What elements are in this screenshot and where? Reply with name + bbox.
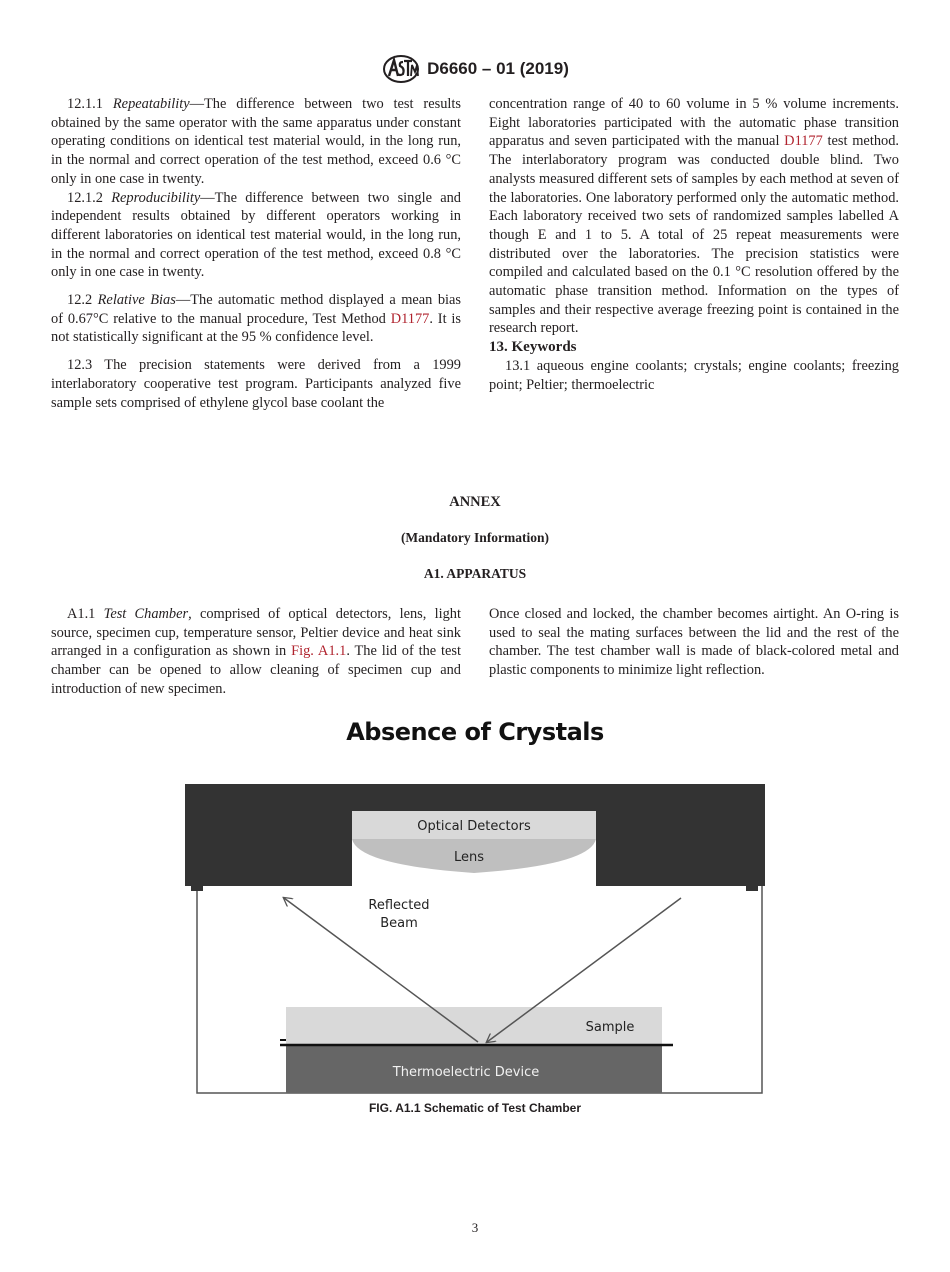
lid-seal-right <box>746 884 758 891</box>
left-column-precision <box>51 95 461 412</box>
link-d1177[interactable]: D1177 <box>390 310 430 327</box>
term-test-chamber: Test Chamber <box>103 606 189 622</box>
link-d1177-2[interactable]: D1177 <box>784 133 823 150</box>
left-column-annex <box>51 605 461 699</box>
section-a1-1: A1.1 Test Chamber, comprised of optical detectors, lens, light source, specimen cup, temperature sensor, Peltier device and heat sink arranged in a configuration as shown in Fig. A1.1. The lid of the test chamber can be opened to allow cleaning of specimen cup and introduction of new specimen. <box>51 606 461 697</box>
right-column-precision <box>489 95 899 394</box>
page-header <box>0 54 950 89</box>
section-a1-1-continued: Once closed and locked, the chamber becomes airtight. An O-ring is used to seal the mating surfaces between the lid and the rest of the chamber. The test chamber wall is made of black-colored metal and plastic components to minimize light reflection. <box>489 606 899 679</box>
test-chamber-schematic <box>180 780 780 1100</box>
label-sample: Sample <box>585 1020 635 1035</box>
term-repeatability: Repeatability <box>112 96 190 112</box>
lid-seal-left <box>191 884 203 891</box>
astm-logo-icon <box>381 54 421 84</box>
figure-title: Absence of Crystals <box>346 718 604 746</box>
document-id: D6660 – 01 (2019) <box>427 59 569 78</box>
term-relative-bias: Relative Bias <box>97 292 176 309</box>
page-number: 3 <box>471 1220 479 1235</box>
right-column-annex <box>489 605 899 680</box>
section-12-3-continued: concentration range of 40 to 60 volume in 5 % volume increments. Eight laboratories participated with the automatic phase transition apparatus and seven participated with the manual D1177 test method. The interlaboratory program was conducted double blind. Two analysts measured different sets of samples by each method at seven of the laboratories. One laboratory performed only the automatic method. Each laboratory received two sets of randomized samples labelled A though E and 1 to 5. A total of 25 repeat measurements were distributed over the laboratories. The precision statistics were compiled and calculated based on the 0.1 °C resolution offered by the automatic phase transition method. Information on the types of samples and their respective average freezing point is contained in the research report. <box>489 96 899 337</box>
keywords-heading: 13. Keywords <box>489 339 577 356</box>
section-12-2: 12.2 Relative Bias—The automatic method displayed a mean bias of 0.67°C relative to the manual procedure, Test Method D1177. It is not statistically significant at the 95 % confidence level. <box>51 292 462 346</box>
figure-caption: FIG. A1.1 Schematic of Test Chamber <box>368 1101 582 1115</box>
label-beam: Beam <box>380 916 418 931</box>
section-12-3: 12.3 The precision statements were derived from a 1999 interlaboratory cooperative test program. Participants analyzed five sample sets comprised of ethylene glycol base coolant the <box>51 357 461 411</box>
section-13-1: 13.1 aqueous engine coolants; crystals; engine coolants; freezing point; Peltier; thermoelectric <box>489 357 899 393</box>
annex-section-heading: A1. APPARATUS <box>423 566 527 581</box>
annex-subtitle: (Mandatory Information) <box>400 530 550 545</box>
term-reproducibility: Reproducibility <box>111 189 201 206</box>
section-12-1-1: 12.1.1 Repeatability—The difference between two test results obtained by the same operator with the same apparatus under constant operating conditions on identical test material would, in the long run, in the normal and correct operation of the test method, exceed 0.6 °C only in one case in twenty. <box>51 96 461 187</box>
label-reflected: Reflected <box>368 898 430 913</box>
link-fig-a1-1[interactable]: Fig. A1.1 <box>291 643 347 660</box>
label-lens: Lens <box>453 850 485 865</box>
section-12-1-2: 12.1.2 Reproducibility—The difference between two single and independent results obtained by different operators working in different laboratories on identical test material would, in the long run, in the normal and correct operation of the test method, exceed 0.8 °C only in one case in twenty. <box>51 189 461 281</box>
annex-title: ANNEX <box>449 494 501 510</box>
label-thermoelectric-device: Thermoelectric Device <box>392 1065 540 1080</box>
label-optical-detectors: Optical Detectors <box>417 819 531 834</box>
